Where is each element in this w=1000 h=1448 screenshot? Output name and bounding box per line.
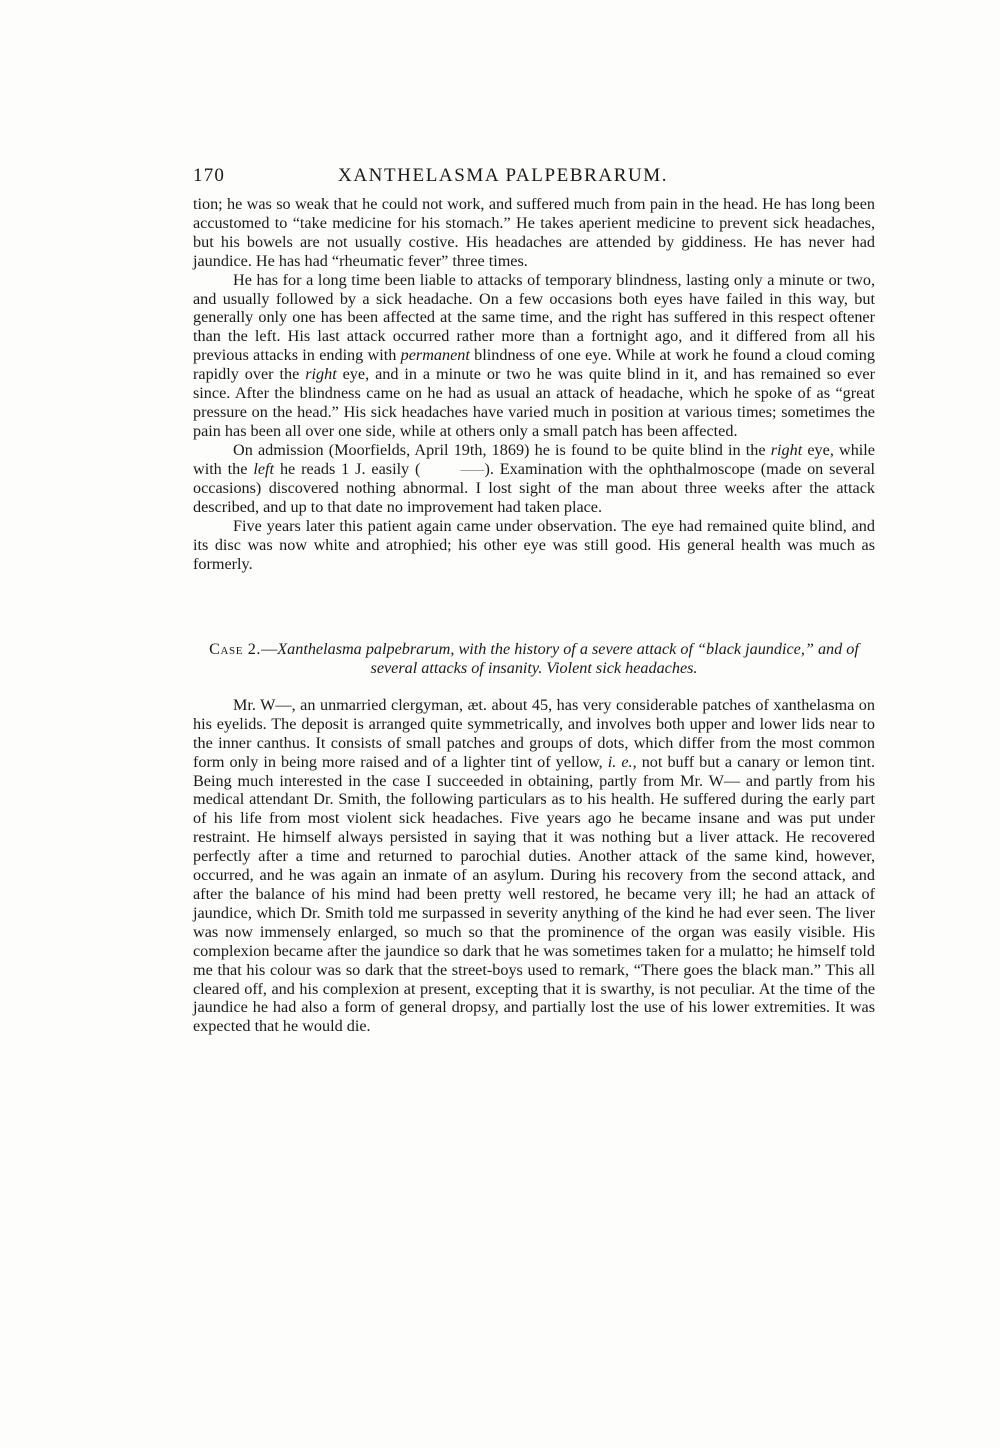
paragraph-4: Five years later this patient again came under observation. The eye had remained quite blind, and its disc was now white and atrophied; his other eye was still good. His general health was much as formerly. [193,517,875,574]
emphasis-left-eye: left [253,459,275,478]
case-description: Xanthelasma palpebrarum, with the history of a severe attack of “black jaundice,” and of several attacks of insanity. Violent sick headaches. [277,639,859,677]
page-number: 170 [193,165,226,186]
running-head [193,165,875,195]
emphasis-permanent: permanent [400,346,470,365]
paragraph-5: Mr. W—, an unmarried clergyman, æt. about 45, has very considerable patches of xanthelasma on his eyelids. The deposit is arranged quite symmetrically, and involves both upper and lower lids near to the inner canthus. It consists of small patches and groups of dots, which differ from the most common form only in being more raised and of a lighter tint of yellow, i. e., not buff but a canary or lemon tint. Being much interested in the case I succeeded in obtaining, partly from Mr. W— and partly from his medical attendant Dr. Smith, the following particulars as to his health. He suffered during the early part of his life from most violent sick headaches. Five years ago he became insane and was put under restraint. He himself always persisted in saying that it was nothing but a liver attack. He recovered perfectly after a time and returned to parochial duties. Another attack of the same kind, however, occurred, and he was again an inmate of an asylum. During his recovery from the second attack, and after the balance of his mind had been pretty well restored, he became very ill; he had an attack of jaundice, which Dr. Smith told me surpassed in severity anything of the kind he had ever seen. The liver was now immensely enlarged, so much so that the prominence of the organ was easily visible. His complexion became after the jaundice so dark that he was sometimes taken for a mulatto; he himself told me that his colour was so dark that the street-boys used to remark, “There goes the black man.” This all cleared off, and his complexion at present, excepting that it is swarthy, is not peculiar. At the time of the jaundice he had also a form of general dropsy, and partially lost the use of his lower extremities. It was expected that he would die. [193,695,875,1036]
paragraph-3: On admission (Moorfields, April 19th, 1869) he is found to be quite blind in the right eye, while with the left he reads 1 J. easily ( ———). Examination with the ophthalmoscope (made on several occasions) discovered nothing abnormal. I lost sight of the man about three weeks after the attack described, and up to that date no improvement had taken place. [193,440,875,517]
running-title: XANTHELASMA PALPEBRARUM. [338,165,669,186]
case-2-heading: Case 2.—Xanthelasma palpebrarum, with the history of a severe attack of “black jaundice,” and of several attacks of insanity. Violent sick headaches. [209,639,859,677]
emphasis-ie: i. e. [607,752,633,771]
body-text [193,195,875,1036]
emphasis-right: right [305,365,337,384]
visual-acuity-fraction: ——— [460,464,485,474]
page [193,165,875,1036]
paragraph-2: He has for a long time been liable to attacks of temporary blindness, lasting only a minute or two, and usually followed by a sick headache. On a few occasions both eyes have failed in this way, but generally only one has been affected at the same time, and the right has suffered in this respect oftener than the left. His last attack occurred rather more than a fortnight ago, and it differed from all his previous attacks in ending with permanent blindness of one eye. While at work he found a cloud coming rapidly over the right eye, and in a minute or two he was quite blind in it, and has remained so ever since. After the blindness came on he had as usual an attack of headache, which he spoke of as “great pressure on the head.” His sick headaches have varied much in position at various times; sometimes the pain has been all over one side, while at others only a small patch has been affected. [193,270,876,440]
emphasis-right-eye: right [770,440,803,459]
paragraph-1: tion; he was so weak that he could not work, and suffered much from pain in the head. He has long been accustomed to “take medicine for his stomach.” He takes aperient medicine to prevent sick headaches, but his bowels are not usually costive. His headaches are attended by giddiness. He has never had jaundice. He has had “rheumatic fever” three times. [193,195,875,270]
case-label: Case 2. [209,639,262,658]
section-spacer [193,574,875,640]
